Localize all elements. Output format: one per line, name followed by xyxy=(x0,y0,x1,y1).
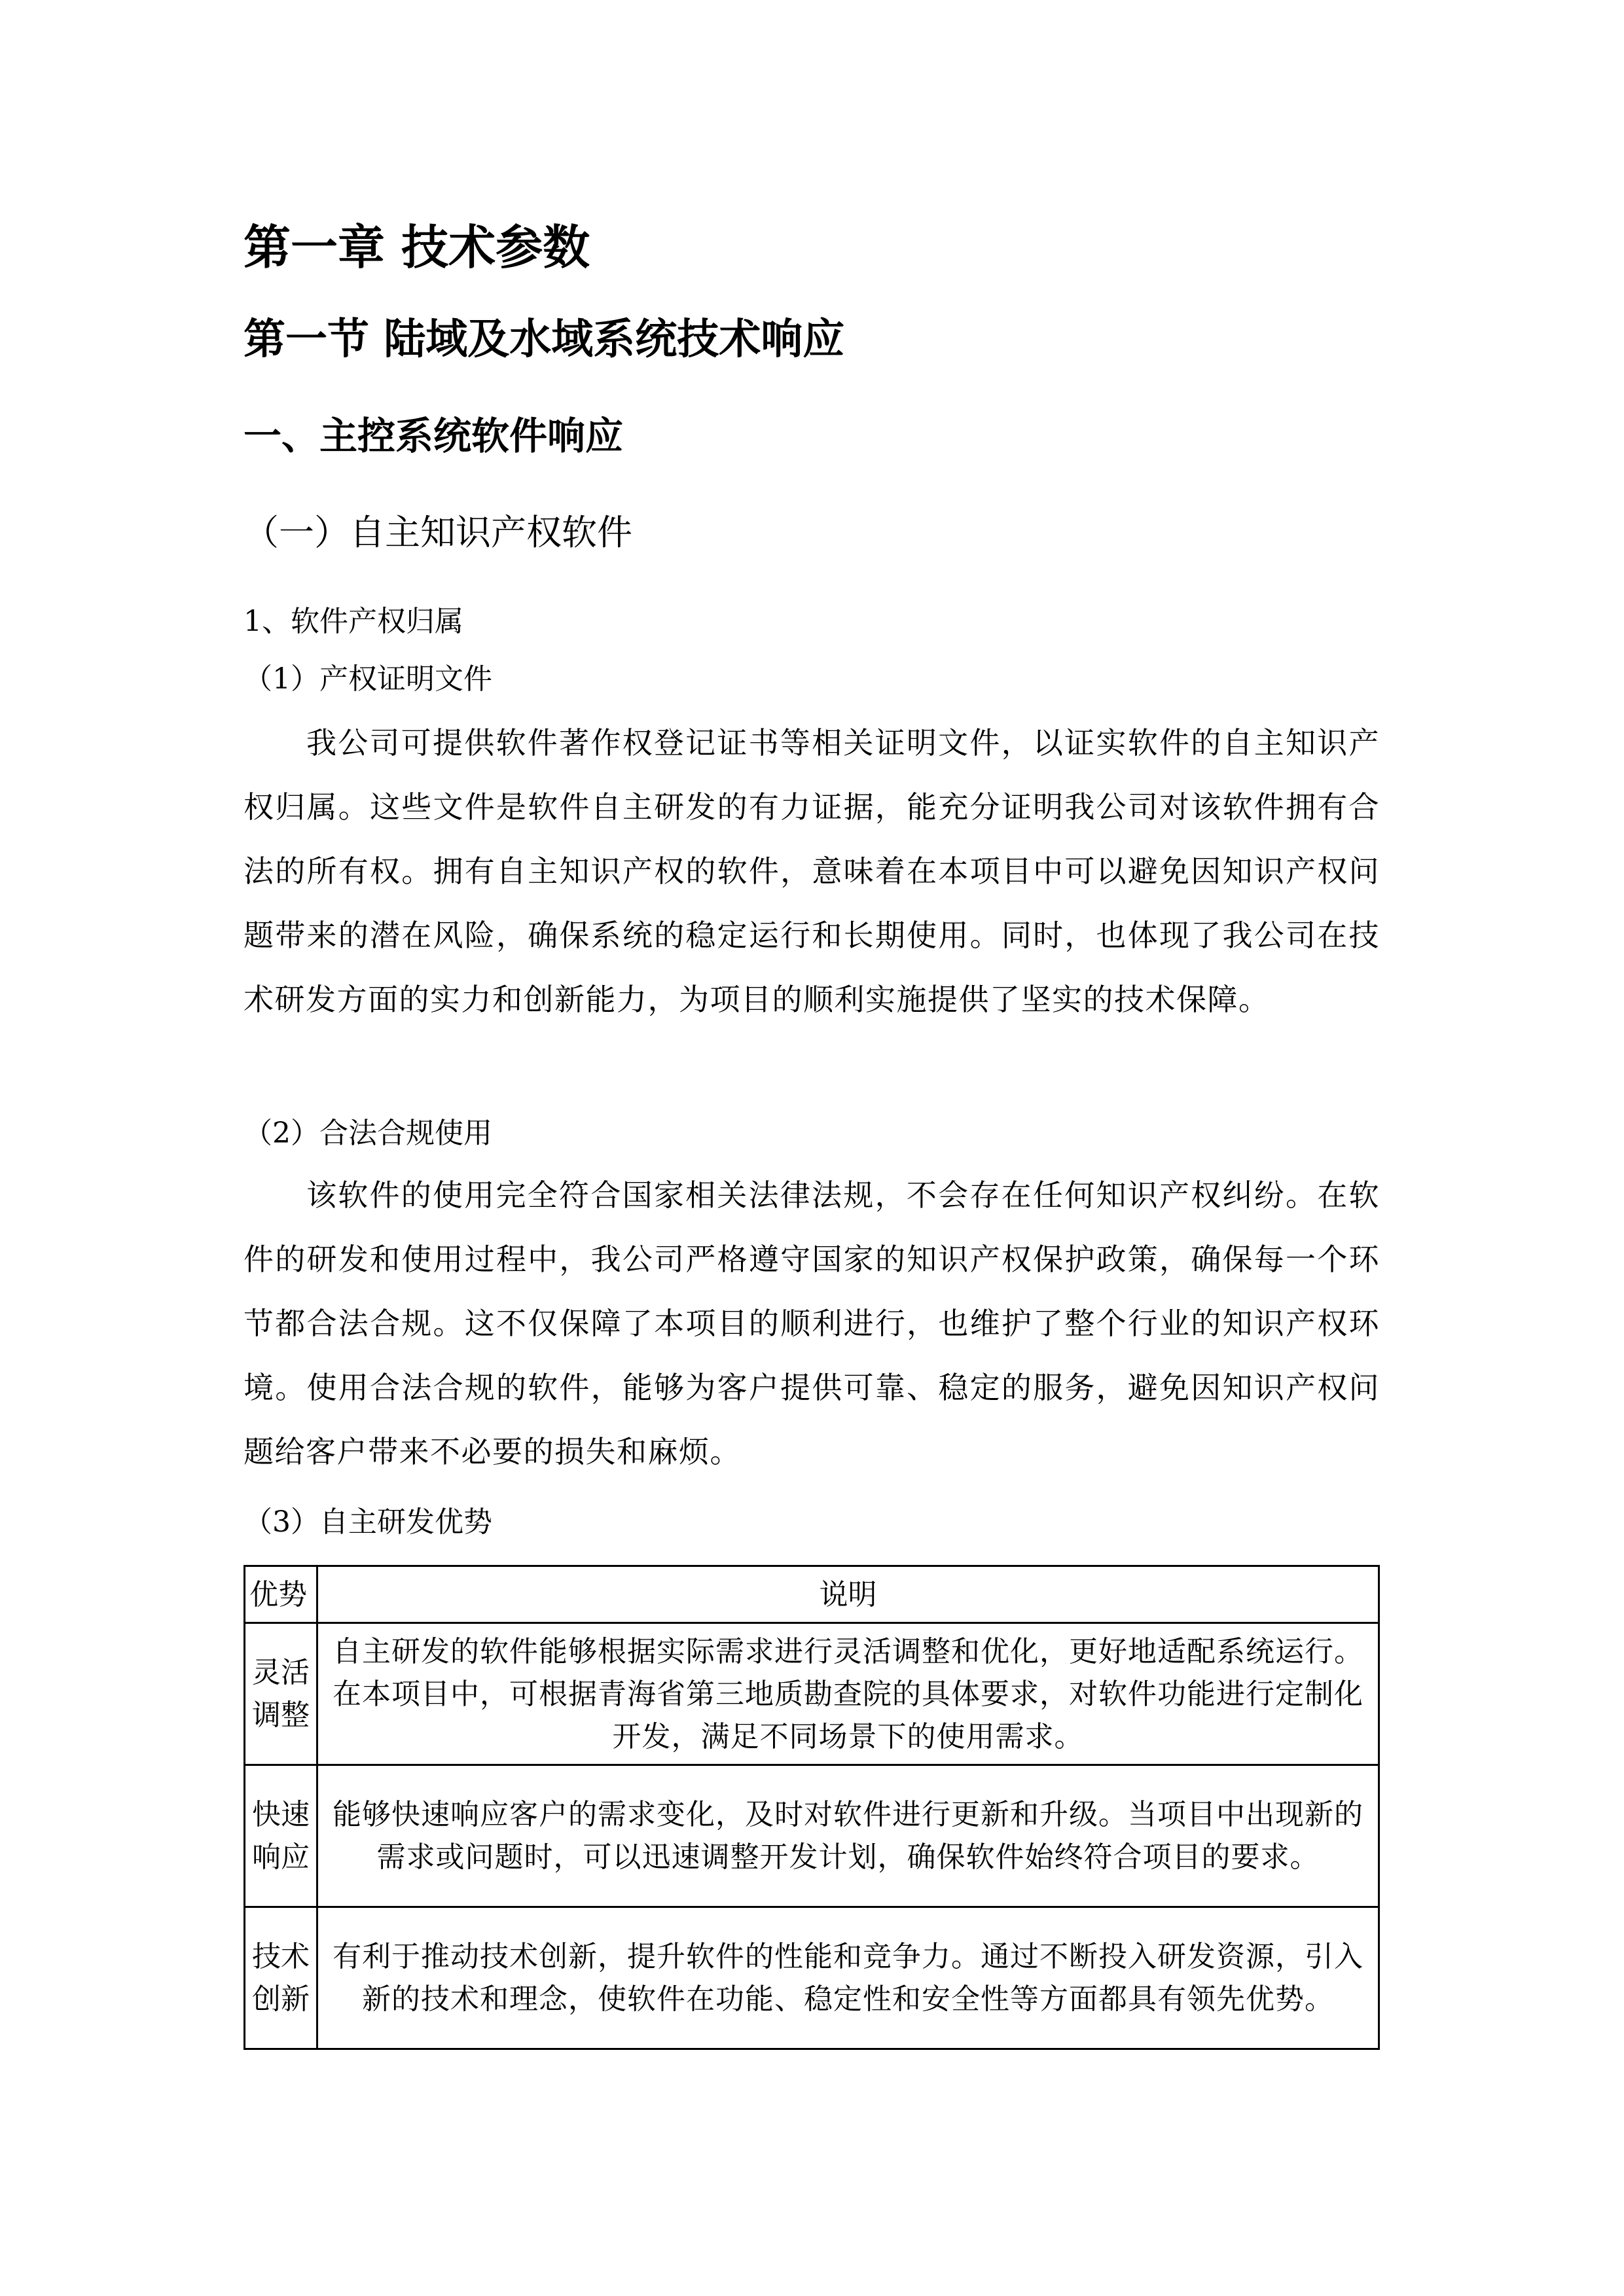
advantage-description: 能够快速响应客户的需求变化，及时对软件进行更新和升级。当项目中出现新的需求或问题时，可以迅速调整开发计划，确保软件始终符合项目的要求。 xyxy=(317,1765,1379,1907)
table-header-advantage: 优势 xyxy=(245,1566,317,1623)
advantage-description: 自主研发的软件能够根据实际需求进行灵活调整和优化，更好地适配系统运行。在本项目中，可根据青海省第三地质勘查院的具体要求，对软件功能进行定制化开发，满足不同场景下的使用需求。 xyxy=(317,1623,1379,1765)
subsubsection-title: （一）自主知识产权软件 xyxy=(244,512,632,553)
table-row xyxy=(245,1765,1379,1907)
table-row xyxy=(245,1623,1379,1765)
table-row xyxy=(245,1907,1379,2049)
advantages-table xyxy=(244,1565,1380,2050)
paragraph-ownership-proof: 我公司可提供软件著作权登记证书等相关证明文件，以证实软件的自主知识产权归属。这些文件是软件自主研发的有力证据，能充分证明我公司对该软件拥有合法的所有权。拥有自主知识产权的软件，意味着在本项目中可以避免因知识产权问题带来的潜在风险，确保系统的稳定运行和长期使用。同时，也体现了我公司在技术研发方面的实力和创新能力，为项目的顺利实施提供了坚实的技术保障。 xyxy=(244,725,1380,1017)
table-header-description: 说明 xyxy=(317,1566,1379,1623)
advantage-name: 灵活调整 xyxy=(245,1623,317,1765)
item-title: 1、软件产权归属 xyxy=(244,605,463,638)
subsection-title: 一、主控系统软件响应 xyxy=(244,414,624,458)
section-title: 第一节 陆域及水域系统技术响应 xyxy=(244,315,845,364)
chapter-title: 第一章 技术参数 xyxy=(244,220,590,275)
advantage-name: 技术创新 xyxy=(245,1907,317,2049)
advantage-description: 有利于推动技术创新，提升软件的性能和竞争力。通过不断投入研发资源，引入新的技术和理念，使软件在功能、稳定性和安全性等方面都具有领先优势。 xyxy=(317,1907,1379,2049)
paragraph-legal-compliance: 该软件的使用完全符合国家相关法律法规，不会存在任何知识产权纠纷。在软件的研发和使用过程中，我公司严格遵守国家的知识产权保护政策，确保每一个环节都合法合规。这不仅保障了本项目的顺利进行，也维护了整个行业的知识产权环境。使用合法合规的软件，能够为客户提供可靠、稳定的服务，避免因知识产权问题给客户带来不必要的损失和麻烦。 xyxy=(244,1177,1380,1469)
advantage-name: 快速响应 xyxy=(245,1765,317,1907)
part-heading-3: （3）自主研发优势 xyxy=(244,1505,492,1539)
table-header-row xyxy=(245,1566,1379,1623)
part-heading-2: （2）合法合规使用 xyxy=(244,1117,492,1150)
part-heading-1: （1）产权证明文件 xyxy=(244,662,492,696)
